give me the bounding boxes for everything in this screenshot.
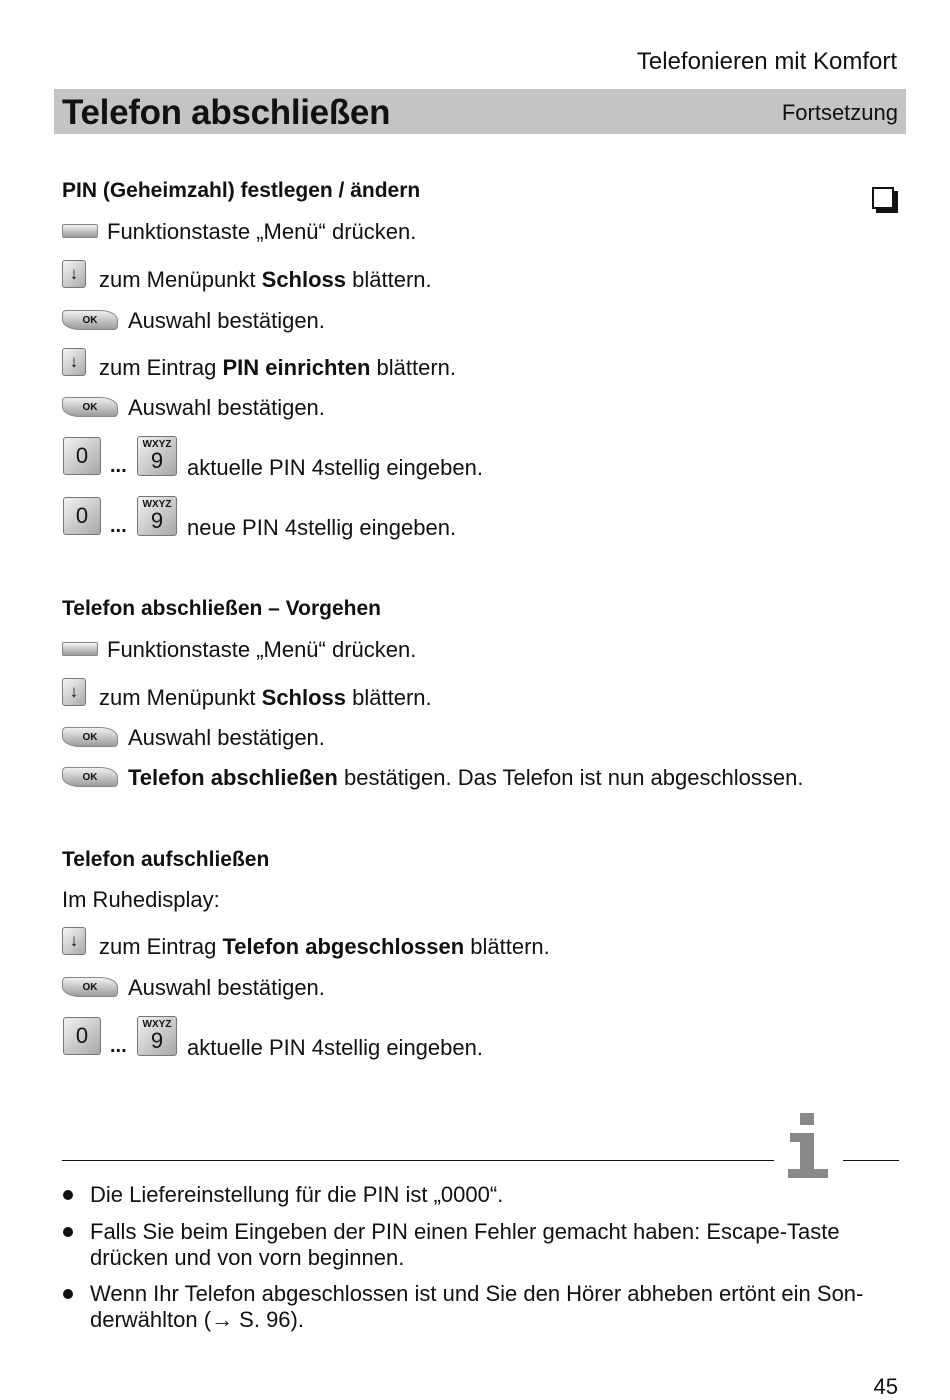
range-ellipsis: ... [110,515,127,537]
function-key-icon [62,224,98,238]
step-text: zum Menüpunkt Schloss blättern. [99,685,432,710]
step-text: Auswahl bestätigen. [128,975,325,1000]
step-text: zum Eintrag PIN einrichten blättern. [99,355,457,380]
ok-key-icon: OK [62,767,118,787]
section-heading-pin: PIN (Geheimzahl) festlegen / ändern [62,179,421,202]
range-ellipsis: ... [110,455,127,477]
ok-key-icon: OK [62,977,118,997]
step-text: Auswahl bestätigen. [128,308,325,333]
key-9-icon: WXYZ 9 [137,1016,177,1056]
note-text: Falls Sie beim Eingeben der PIN einen Fehler gemacht haben: Escape-Taste drücken und von vorn beginnen. [90,1219,840,1270]
note-text: Die Liefereinstellung für die PIN ist „0000“. [90,1182,504,1207]
note-text: Wenn Ihr Telefon abgeschlossen ist und Sie den Hörer abheben ertönt ein Son- derwählton (→ S. 96). [90,1281,864,1332]
page-number: 45 [873,1374,898,1399]
step-text: Auswahl bestätigen. [128,395,325,420]
section-heading-unlock: Telefon aufschließen [62,848,270,871]
intro-text: Im Ruhedisplay: [62,887,220,912]
step-text: zum Eintrag Telefon abgeschlossen blättern. [99,934,550,959]
function-key-icon [62,642,98,656]
step-text: Telefon abschließen bestätigen. Das Telefon ist nun abgeschlossen. [128,765,804,790]
chapter-title: Telefonieren mit Komfort [636,48,897,75]
ok-key-icon: OK [62,310,118,330]
step-text: Funktionstaste „Menü“ drücken. [107,637,417,662]
section-heading-lock: Telefon abschließen – Vorgehen [62,597,381,620]
down-arrow-key-icon: ↓ [62,678,86,706]
range-ellipsis: ... [110,1035,127,1057]
bullet-icon [63,1190,73,1200]
key-9-icon: WXYZ 9 [137,436,177,476]
down-arrow-key-icon: ↓ [62,260,86,288]
title-bar [54,89,906,134]
bullet-icon [63,1227,73,1237]
down-arrow-key-icon: ↓ [62,927,86,955]
ok-key-icon: OK [62,727,118,747]
step-text: Funktionstaste „Menü“ drücken. [107,219,417,244]
step-text: neue PIN 4stellig eingeben. [187,515,457,540]
key-0-icon: 0 [63,497,101,535]
step-text: aktuelle PIN 4stellig eingeben. [187,455,483,480]
continuation-label: Fortsetzung [781,100,898,125]
bullet-icon [63,1289,73,1299]
ok-key-icon: OK [62,397,118,417]
step-text: aktuelle PIN 4stellig eingeben. [187,1035,483,1060]
key-0-icon: 0 [63,437,101,475]
step-text: zum Menüpunkt Schloss blättern. [99,267,432,292]
checkbox-icon [872,187,894,209]
page-title: Telefon abschließen [62,93,391,132]
key-9-icon: WXYZ 9 [137,496,177,536]
key-0-icon: 0 [63,1017,101,1055]
info-icon [786,1113,830,1181]
divider-line [843,1160,899,1161]
down-arrow-key-icon: ↓ [62,348,86,376]
divider-line [62,1160,774,1161]
step-text: Auswahl bestätigen. [128,725,325,750]
